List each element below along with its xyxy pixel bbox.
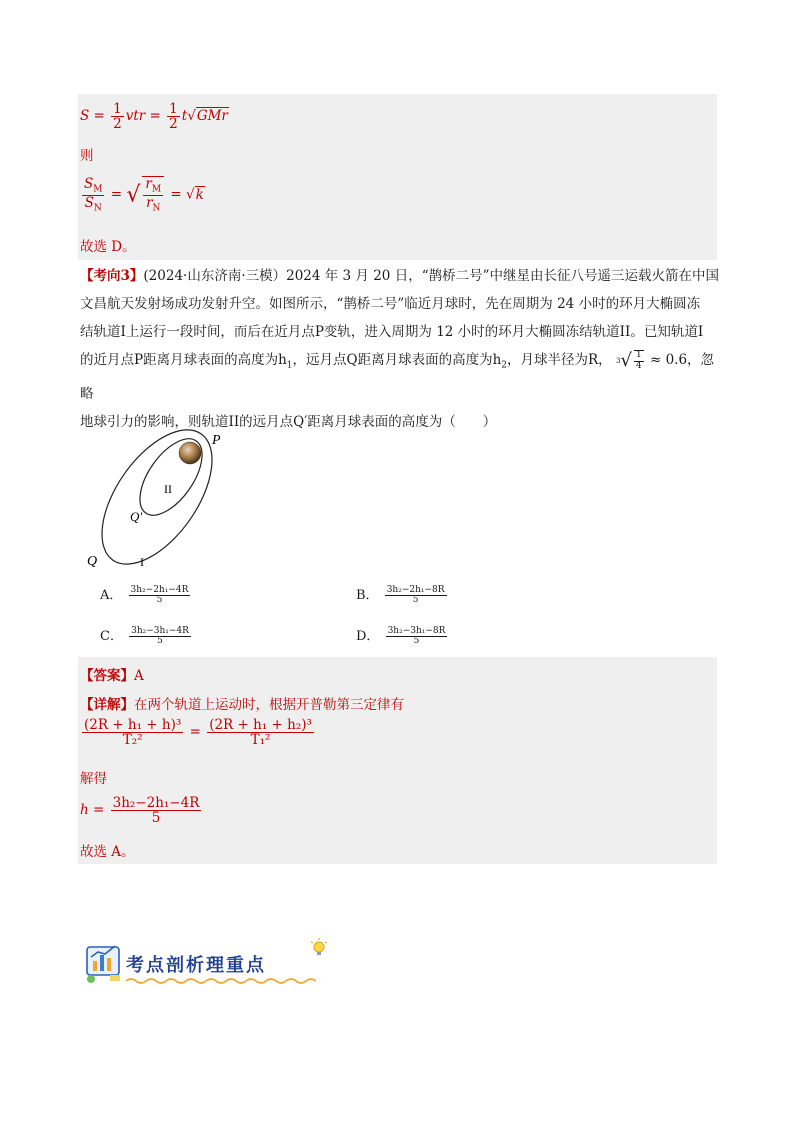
question-text: 【考向3】(2024·山东济南·三模）2024 年 3 月 20 日，“鹊桥二号”中继星由长征八号遥三运载火箭在中国 文昌航天发射场成功发射升空。如图所示，“鹊桥二号”临近月球时，先在周期为 24 小时的环月大椭圆冻 结轨道I上运行一段时间，而后在近月点P变轨，进入周期为 12 小时的环月大椭圆冻结轨道II。已知轨道I 的近月点P距离月球表面的高度为$h_1$，远月点Q距离月球表面的高度为$h_2$，月球半径为R， 3 √ $\frac{1}{4}$ ≈ 0.6，忽略 地球引力的影响，则轨道II的远月点Q′距离月球表面的高度为（ ） (80, 268, 719, 430)
label-II: II (164, 482, 172, 496)
option-b[interactable]: B． $\frac{\text{3h₂−2h₁−8R}}{5}$ (356, 584, 445, 605)
then-label: 则 (80, 148, 94, 164)
lightbulb-icon (308, 937, 330, 959)
section-title: 考点剖析理重点 (126, 955, 266, 976)
chart-board-icon (82, 939, 126, 987)
orbit-diagram (84, 424, 234, 574)
result-equation: h = $\frac{\text{3h₂−2h₁−4R}}{5}$ (80, 795, 200, 827)
moon-icon (179, 442, 201, 464)
label-Q: Q (87, 554, 98, 569)
question-tag: 【考向3】 (80, 268, 144, 284)
label-Qprime: Q′ (130, 509, 143, 524)
label-I: I (140, 555, 144, 569)
area-ratio-equation: $\frac{S_M}{S_N}$ = √ $\frac{r_M}{r_N}$ = √k (84, 175, 204, 214)
kepler-equation: $\frac{\text{(2R + h₁ + h)³}}{\text{T₂²}}$ = $\frac{\text{(2R + h₁ + h₂)³}}{\text{T₁²}}$ (84, 717, 312, 749)
equation-area: S = $\frac{1}{2}$ vtr = $\frac{1}{2}$ t√GMr (80, 101, 228, 133)
conclusion-d: 故选 D。 (80, 239, 136, 255)
answer-line: 【答案】A (80, 668, 144, 684)
solve-label: 解得 (80, 771, 107, 787)
wavy-underline (126, 977, 316, 985)
label-P: P (212, 433, 221, 448)
detail-line: 【详解】在两个轨道上运动时，根据开普勒第三定律有 (80, 697, 404, 713)
option-d[interactable]: D． $\frac{\text{3h₂−3h₁−8R}}{5}$ (356, 625, 446, 646)
conclusion-a: 故选 A。 (80, 844, 135, 860)
option-a[interactable]: A． $\frac{\text{3h₂−2h₁−4R}}{5}$ (100, 584, 189, 605)
option-c[interactable]: C． $\frac{\text{3h₂−3h₁−4R}}{5}$ (100, 625, 189, 646)
section-banner (82, 937, 332, 989)
answer-block (78, 657, 717, 864)
